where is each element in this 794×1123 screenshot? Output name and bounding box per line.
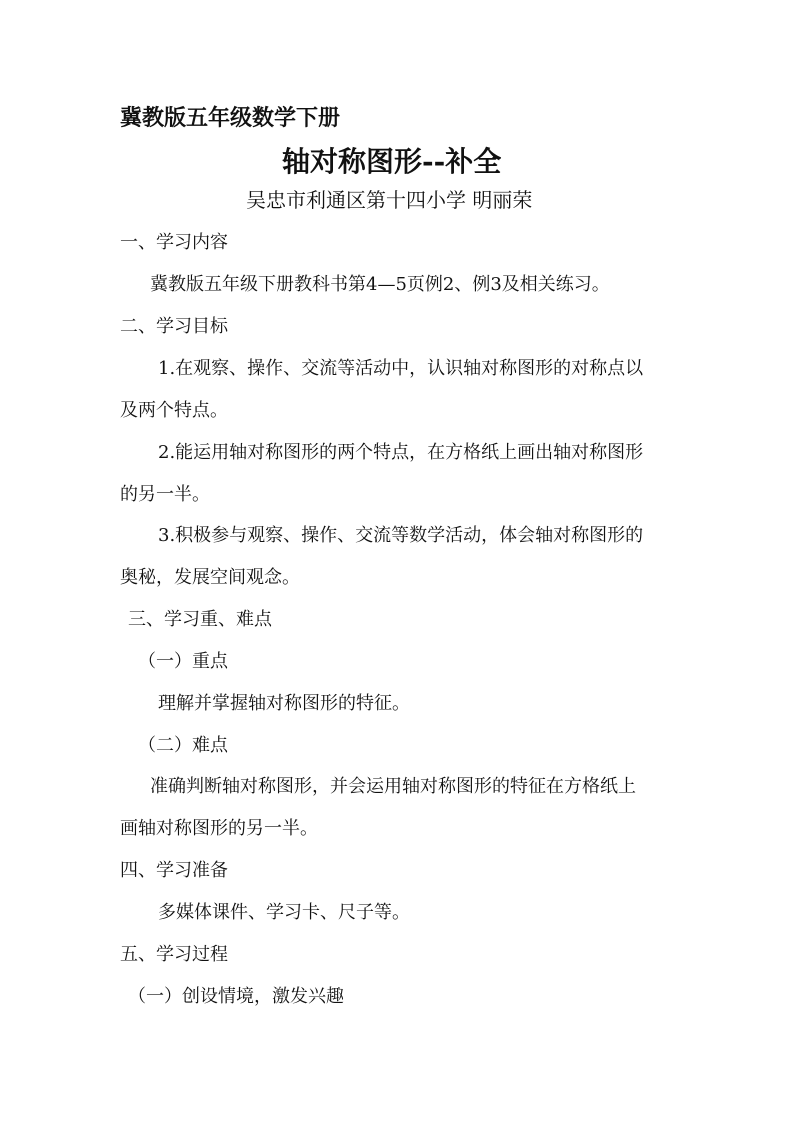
preparation-text: 多媒体课件、学习卡、尺子等。 — [158, 902, 410, 923]
goal-1-line-2: 及两个特点。 — [120, 400, 228, 421]
page-title: 轴对称图形--补全 — [282, 145, 502, 178]
section-heading-content: 一、学习内容 — [120, 232, 228, 253]
supertitle: 冀教版五年级数学下册 — [120, 105, 341, 131]
section-heading-process: 五、学习过程 — [120, 944, 228, 965]
goal-1-line-1: 1.在观察、操作、交流等活动中，认识轴对称图形的对称点以 — [158, 358, 644, 379]
goal-3-line-1: 3.积极参与观察、操作、交流等数学活动，体会轴对称图形的 — [158, 525, 644, 546]
goal-2-line-2: 的另一半。 — [120, 484, 210, 505]
goal-2-line-1: 2.能运用轴对称图形的两个特点，在方格纸上画出轴对称图形 — [158, 442, 644, 463]
goal-3-line-2: 奥秘，发展空间观念。 — [120, 567, 300, 588]
author-line: 吴忠市利通区第十四小学 明丽荣 — [246, 188, 533, 212]
difficulty-text-line-2: 画轴对称图形的另一半。 — [120, 818, 318, 839]
subheading-key: （一）重点 — [138, 651, 228, 672]
section-heading-goals: 二、学习目标 — [120, 316, 228, 337]
subheading-difficulty: （二）难点 — [138, 735, 228, 756]
section-heading-keypoints: 三、学习重、难点 — [128, 609, 272, 630]
subheading-situation: （一）创设情境，激发兴趣 — [128, 986, 344, 1007]
section-heading-preparation: 四、学习准备 — [120, 860, 228, 881]
section-text-content: 冀教版五年级下册教科书第4—5页例2、例3及相关练习。 — [150, 274, 610, 295]
difficulty-text-line-1: 准确判断轴对称图形，并会运用轴对称图形的特征在方格纸上 — [150, 776, 636, 797]
key-text: 理解并掌握轴对称图形的特征。 — [158, 693, 410, 714]
